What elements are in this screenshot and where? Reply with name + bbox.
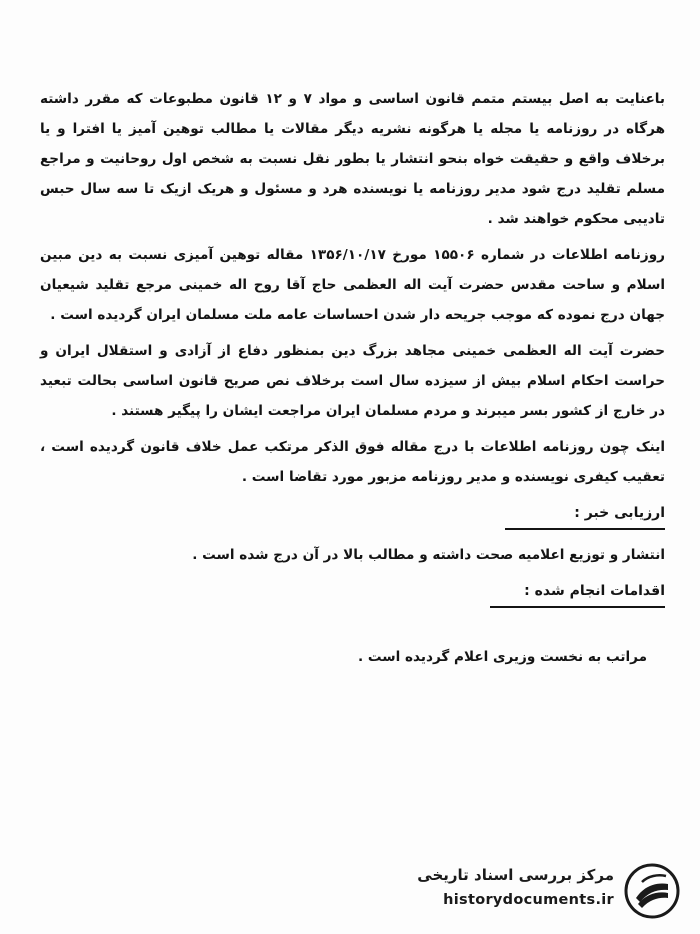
paragraph-khomeini: حضرت آیت اله العظمی خمینی مجاهد بزرگ دین بمنظور دفاع از آزادی و استقلال ایران و حراست احکام اسلام بیش از سیزده سال است برخلاف نص صریح قانون اساسی بحالت تبعید در خارج از کشور بسر میبرند و مردم مسلمان ایران مراجعت ایشان را پیگیر هستند . xyxy=(40,343,665,419)
evaluation-heading: ارزیابی خبر : xyxy=(505,498,665,530)
evaluation-heading-block xyxy=(40,498,665,530)
watermark-stamp xyxy=(402,862,682,920)
paragraph-legal-basis: باعنایت به اصل بیستم متمم قانون اساسی و مواد ۷ و ۱۲ قانون مطبوعات که مقرر داشته هرگاه در روزنامه یا مجله یا هرگونه نشریه دیگر مقالات یا مطالب توهین آمیز یا افترا و یا برخلاف واقع و حقیقت خواه بنحو انتشار یا بطور نقل نسبت به شخص اول روحانیت و مراجع مسلم تقلید درج شود مدیر روزنامه یا نویسنده هرد و مسئول و هریک ازیک تا سه سال حبس تادیبی محکوم خواهند شد . xyxy=(40,91,666,227)
actions-heading-block xyxy=(40,576,665,608)
watermark-website: historydocuments.ir xyxy=(443,892,614,908)
closing-text: مراتب به نخست وزیری اعلام گردیده است . xyxy=(357,649,647,665)
book-emblem-icon xyxy=(622,862,682,920)
evaluation-text: انتشار و توزیع اعلامیه صحت داشته و مطالب بالا در آن درج شده است . xyxy=(192,547,665,563)
actions-heading: اقدامات انجام شده : xyxy=(490,576,665,608)
document-body xyxy=(40,84,665,672)
watermark-text xyxy=(404,862,614,912)
paragraph-request: اینک چون روزنامه اطلاعات با درج مقاله فوق الذکر مرتکب عمل خلاف قانون گردیده است ، تعقیب کیفری نویسنده و مدیر روزنامه مزبور مورد تقاضا است . xyxy=(40,439,665,485)
watermark-name: مرکز بررسی اسناد تاریخی xyxy=(417,866,614,884)
paragraph-article: روزنامه اطلاعات در شماره ۱۵۵۰۶ مورخ ۱۳۵۶/۱۰/۱۷ مقاله توهین آمیزی نسبت به دین مبین اسلام و ساحت مقدس حضرت آیت اله العظمی حاج آقا روح اله خمینی مرجع تقلید شیعیان جهان درج نموده که موجب جریحه دار شدن احساسات عامه ملت مسلمان ایران گردیده است . xyxy=(40,247,665,323)
